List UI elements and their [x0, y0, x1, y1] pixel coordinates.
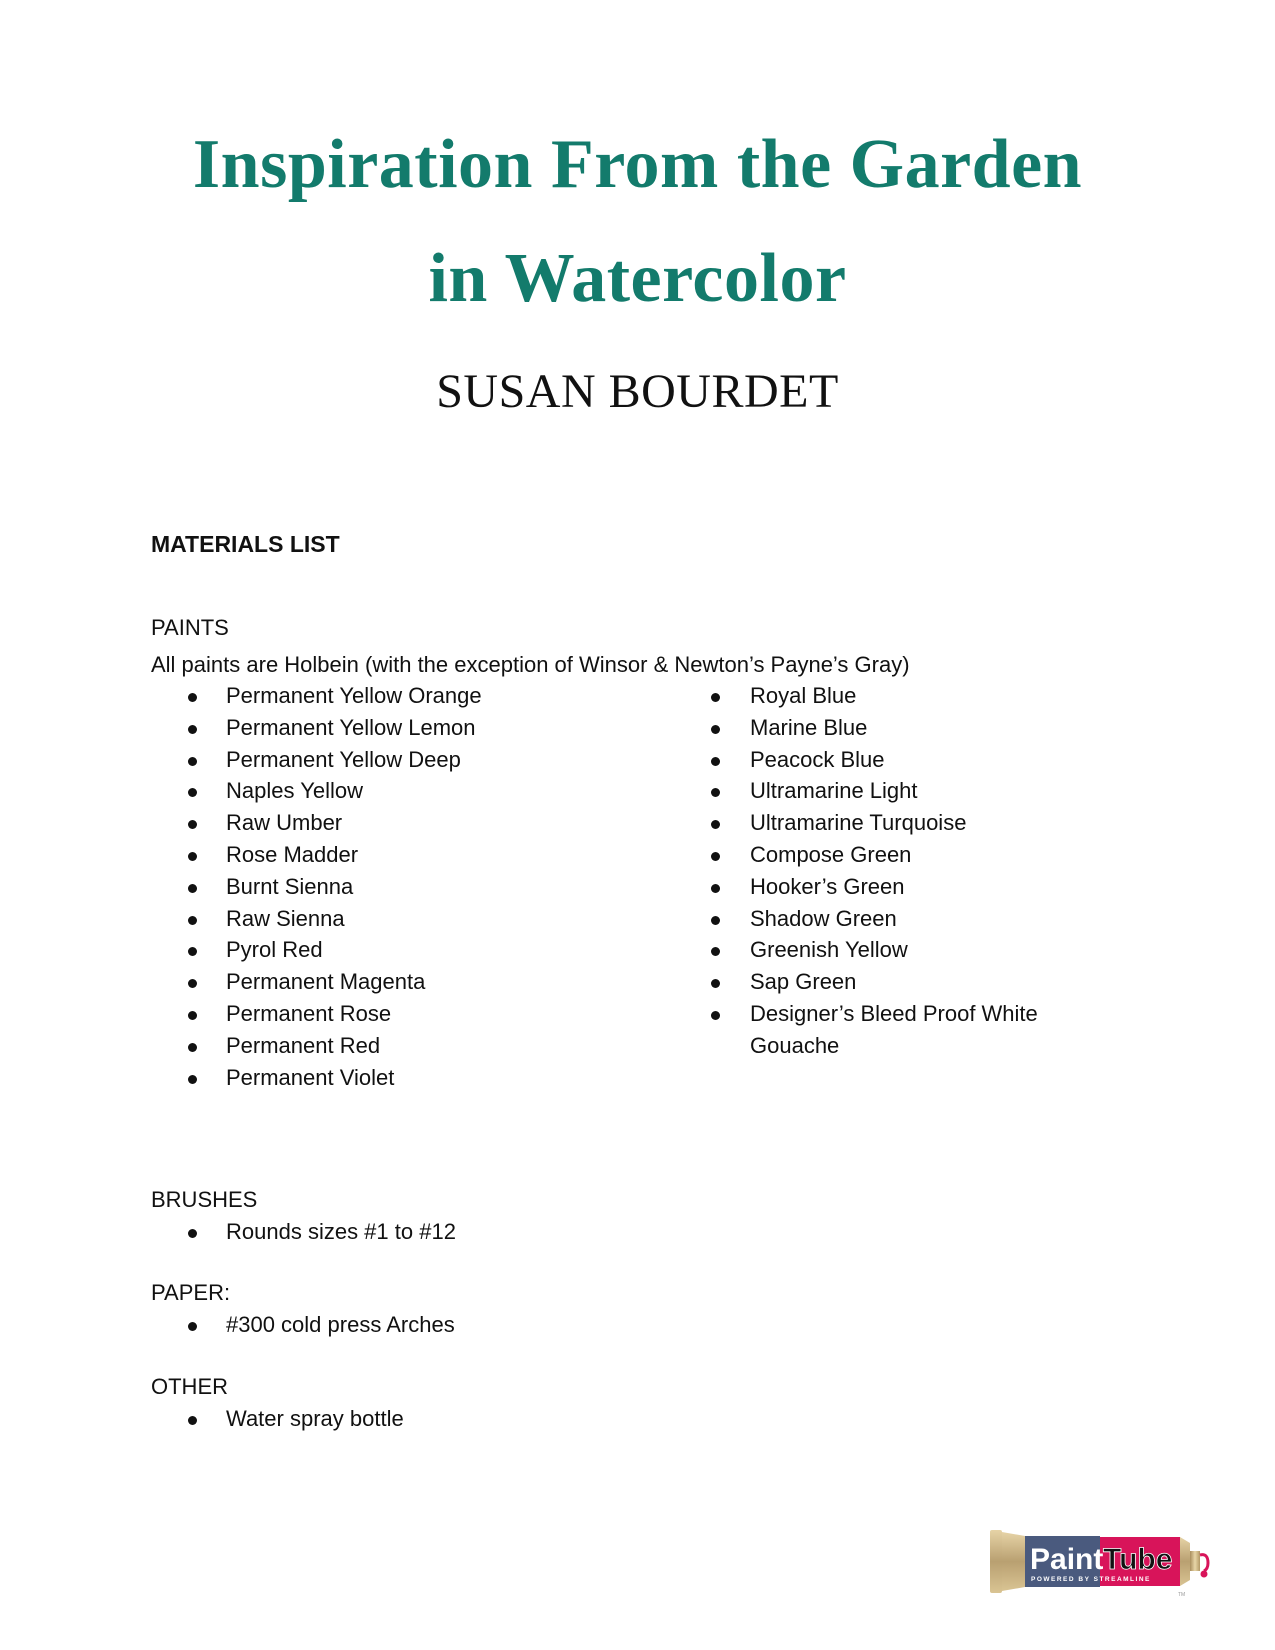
- svg-text:Paint: Paint: [1030, 1543, 1104, 1576]
- bullet-icon: [188, 1075, 197, 1084]
- paints-heading: PAINTS: [151, 615, 229, 640]
- title-line-1: Inspiration From the Garden: [192, 126, 1083, 203]
- bullet-icon: [188, 947, 197, 956]
- bullet-icon: [711, 1011, 720, 1020]
- paint-tube-icon: [990, 1527, 1215, 1597]
- bullet-icon: [188, 757, 197, 766]
- brushes-heading: BRUSHES: [151, 1187, 258, 1212]
- bullet-icon: [188, 1416, 197, 1425]
- bullet-icon: [188, 725, 197, 734]
- bullet-icon: [188, 820, 197, 829]
- bullet-icon: [188, 852, 197, 861]
- painttube-logo: [990, 1527, 1215, 1597]
- svg-text:Tube: Tube: [1103, 1543, 1173, 1576]
- bullet-icon: [711, 757, 720, 766]
- bullet-icon: [711, 979, 720, 988]
- bullet-icon: [711, 788, 720, 797]
- materials-list-heading: MATERIALS LIST: [151, 531, 340, 557]
- bullet-icon: [711, 947, 720, 956]
- svg-text:TM: TM: [1178, 1592, 1186, 1597]
- bullet-icon: [711, 884, 720, 893]
- other-heading: OTHER: [151, 1374, 228, 1399]
- bullet-icon: [711, 916, 720, 925]
- bullet-icon: [188, 788, 197, 797]
- bullet-icon: [188, 1229, 197, 1238]
- bullet-icon: [711, 852, 720, 861]
- bullet-icon: [188, 1011, 197, 1020]
- bullet-icon: [711, 693, 720, 702]
- bullet-icon: [188, 916, 197, 925]
- document-page: Inspiration From the Garden in Watercolor SUSAN BOURDET MATERIALS LIST PAINTS All paints are Holbein (with the exception of Winsor & Newton’s Payne’s Gray) Permanent Yellow Orange Permanent Yellow Lemon Permanent Yellow Deep Naples Yellow Raw Umber Rose Madder Burnt Sienna Raw Sienna Pyrol Red Permanent Magenta Permanent Rose Permanent Red Permanent Violet Royal Blue Marine Blue Peacock Blue Ultramarine Light Ultramarine Turquoise Compose Green Hooker’s Green Shadow Green Greenish Yellow Sap Green Designer’s Bleed Proof White Gouache BRUSHES Rounds sizes #1 to #12 PAPER: #300 cold press Arches OTHER Water spray bottle Paint Tube POWERED BY STREAMLINE TM: [0, 0, 1275, 1650]
- title-line-2: in Watercolor: [428, 240, 847, 317]
- bullet-icon: [188, 693, 197, 702]
- author-name: SUSAN BOURDET: [436, 365, 839, 418]
- bullet-icon: [711, 820, 720, 829]
- bullet-icon: [188, 1322, 197, 1331]
- paints-intro: All paints are Holbein (with the exception of Winsor & Newton’s Payne’s Gray): [151, 652, 910, 677]
- bullet-icon: [188, 979, 197, 988]
- bullet-icon: [188, 884, 197, 893]
- bullet-icon: [188, 1043, 197, 1052]
- svg-text:POWERED BY STREAMLINE: POWERED BY STREAMLINE: [1031, 1576, 1151, 1583]
- paper-heading: PAPER:: [151, 1280, 231, 1305]
- bullet-icon: [711, 725, 720, 734]
